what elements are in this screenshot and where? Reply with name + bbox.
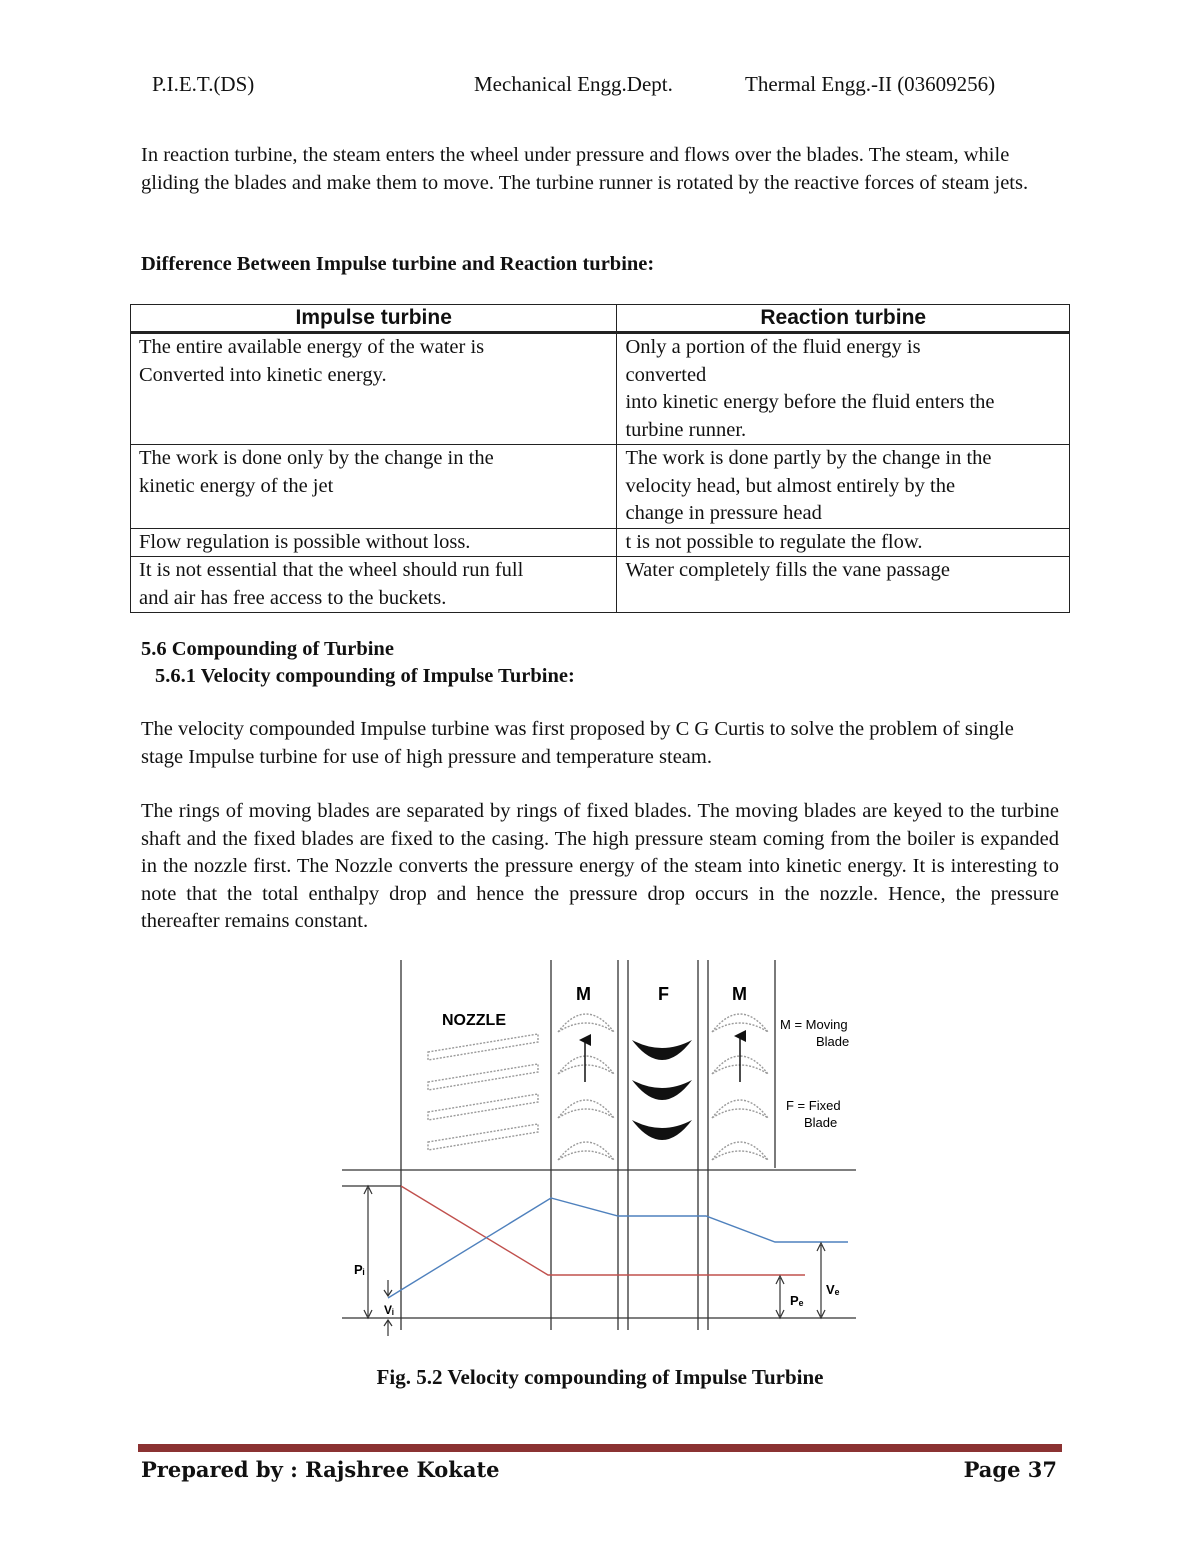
table-cell-reaction: t is not possible to regulate the flow. <box>617 528 1070 557</box>
table-header-impulse: Impulse turbine <box>131 305 617 333</box>
moving-blade <box>712 1100 768 1118</box>
header-department: Mechanical Engg.Dept. <box>474 72 673 96</box>
figure-caption: Fig. 5.2 Velocity compounding of Impulse Turbine <box>376 1365 824 1389</box>
pi-label: Pᵢ <box>354 1262 365 1277</box>
table-header-reaction: Reaction turbine <box>617 305 1070 333</box>
header-institute: P.I.E.T.(DS) <box>152 72 255 96</box>
legend-moving-1: M = Moving <box>780 1017 848 1032</box>
moving-blade <box>712 1142 768 1160</box>
difference-heading: Difference Between Impulse turbine and Reaction turbine: <box>141 253 655 275</box>
legend-fixed-2: Blade <box>804 1115 838 1130</box>
moving-blade <box>558 1056 614 1074</box>
fixed-blade <box>632 1040 692 1060</box>
nozzle-label: NOZZLE <box>442 1012 506 1029</box>
fixed-blade <box>632 1120 692 1140</box>
moving-label-2: M <box>732 984 747 1004</box>
comparison-table <box>130 304 1070 613</box>
moving-blade <box>712 1014 768 1032</box>
header-course: Thermal Engg.-II (03609256) <box>745 72 996 96</box>
table-row <box>131 528 1070 557</box>
table-cell-reaction: The work is done partly by the change in the velocity head, but almost entirely by the change in pressure head <box>617 445 1070 529</box>
fixed-blade <box>632 1080 692 1100</box>
table-cell-reaction: Only a portion of the fluid energy is converted into kinetic energy before the fluid enters the turbine runner. <box>617 333 1070 445</box>
table-cell-reaction: Water completely fills the vane passage <box>617 557 1070 613</box>
velocity-compounding-figure <box>340 958 860 1342</box>
footer-rule <box>138 1444 1062 1452</box>
table-row <box>131 445 1070 529</box>
moving-blade <box>558 1014 614 1032</box>
nozzle-blade <box>428 1034 538 1060</box>
moving-blade <box>558 1100 614 1118</box>
footer-prepared-by: Prepared by : Rajshree Kokate <box>141 1457 500 1482</box>
intro-paragraph: In reaction turbine, the steam enters the wheel under pressure and flows over the blades. The steam, while gliding the blades and make them to move. The turbine runner is rotated by the reactive forces of steam jets. <box>141 144 1029 194</box>
nozzle-blade <box>428 1124 538 1150</box>
pe-label: Pₑ <box>790 1293 804 1308</box>
section-subtitle: 5.6.1 Velocity compounding of Impulse Turbine: <box>155 665 575 687</box>
section-title: 5.6 Compounding of Turbine <box>141 638 394 660</box>
section-paragraph-1: The velocity compounded Impulse turbine was first proposed by C G Curtis to solve the problem of single stage Impulse turbine for use of high pressure and temperature steam. <box>141 718 1014 768</box>
table-cell-impulse: The entire available energy of the water is Converted into kinetic energy. <box>131 333 617 445</box>
moving-blade <box>558 1142 614 1160</box>
nozzle-blade <box>428 1064 538 1090</box>
fixed-label: F <box>658 984 669 1004</box>
table-row <box>131 557 1070 613</box>
table-row <box>131 333 1070 445</box>
table-cell-impulse: Flow regulation is possible without loss. <box>131 528 617 557</box>
table-header-row <box>131 305 1070 333</box>
table-cell-impulse: It is not essential that the wheel should run full and air has free access to the buckets. <box>131 557 617 613</box>
moving-label-1: M <box>576 984 591 1004</box>
legend-moving-2: Blade <box>816 1034 850 1049</box>
section-paragraph-2: The rings of moving blades are separated by rings of fixed blades. The moving blades are keyed to the turbine shaft and the fixed blades are fixed to the casing. The high pressure steam coming from the boiler is expanded in the nozzle first. The Nozzle converts the pressure energy of the steam into kinetic energy. It is interesting to note that the total enthalpy drop and hence the pressure drop occurs in the nozzle. Hence, the pressure thereafter remains constant. <box>141 800 1059 932</box>
nozzle-blade <box>428 1094 538 1120</box>
vi-label: Vᵢ <box>384 1303 394 1317</box>
ve-label: Vₑ <box>826 1282 840 1297</box>
footer-page-number: Page 37 <box>963 1457 1057 1482</box>
table-cell-impulse: The work is done only by the change in the kinetic energy of the jet <box>131 445 617 529</box>
legend-fixed-1: F = Fixed <box>786 1098 841 1113</box>
